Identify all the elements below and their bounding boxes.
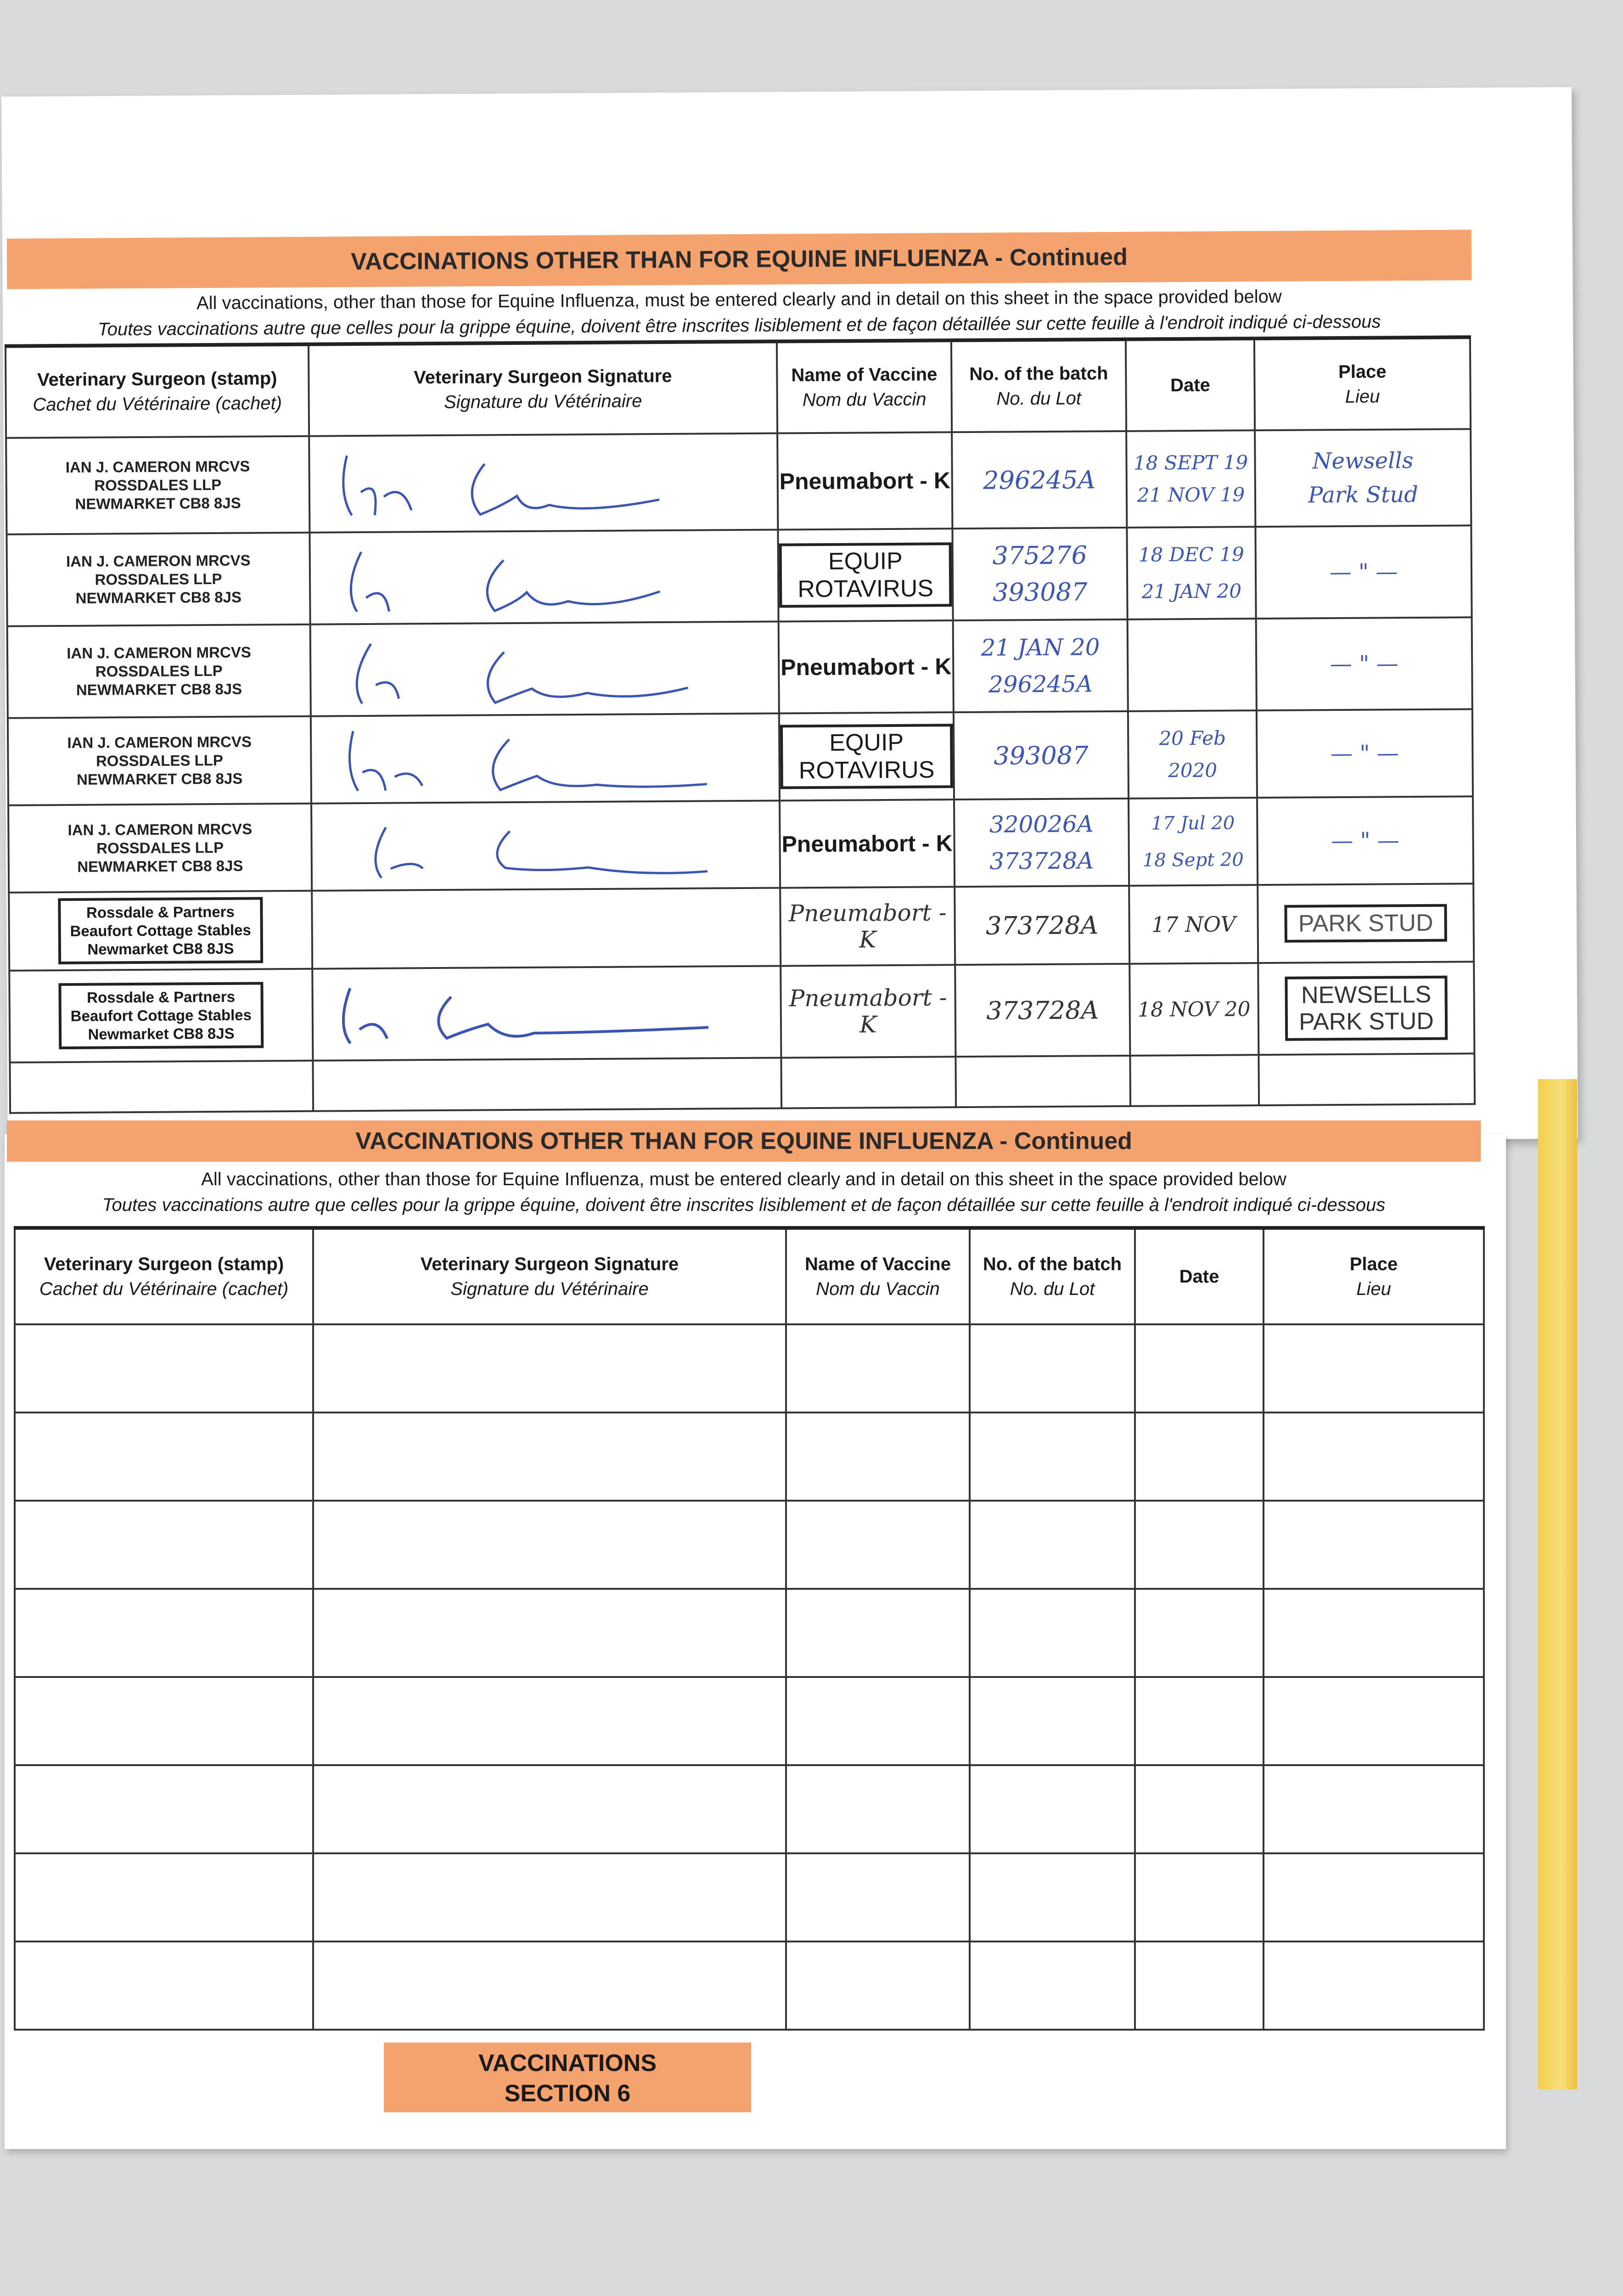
- vaccine-name: Pneumabort - K: [789, 984, 947, 1038]
- col-vet-stamp: Veterinary Surgeon (stamp) Cachet du Vétérinaire (cachet): [6, 344, 309, 438]
- batch-number: 375276 393087: [992, 540, 1088, 607]
- vet-stamp: IAN J. CAMERON MRCVS ROSSDALES LLP NEWMARKET CB8 8JS: [67, 820, 253, 875]
- binder-edge: [1538, 1079, 1577, 2089]
- vet-stamp: IAN J. CAMERON MRCVS ROSSDALES LLP NEWMARKET CB8 8JS: [66, 551, 251, 607]
- vaccine-name: EQUIP ROTAVIRUS: [779, 542, 952, 608]
- vaccine-name: Pneumabort - K: [788, 899, 947, 953]
- vet-stamp: Rossdale & Partners Beaufort Cottage Stables Newmarket CB8 8JS: [58, 982, 264, 1049]
- col-vet-stamp: Veterinary Surgeon (stamp) Cachet du Vétérinaire (cachet): [15, 1228, 313, 1324]
- col-place: Place Lieu: [1264, 1228, 1484, 1324]
- signature-scribble: [312, 715, 776, 800]
- empty-row: [15, 1941, 1484, 2030]
- signature-scribble: [312, 802, 776, 887]
- vaccination-date: 20 Feb 2020: [1159, 726, 1226, 782]
- upper-intro-fr: Toutes vaccinations autre que celles pour la grippe équine, doivent être inscrites lisiblement et de façon détaillée sur cette feuille à l'endroit indiqué ci-dessous: [97, 311, 1381, 340]
- empty-row: [15, 1765, 1484, 1853]
- vet-stamp: IAN J. CAMERON MRCVS ROSSDALES LLP NEWMARKET CB8 8JS: [67, 643, 251, 698]
- table-row: [6, 525, 1471, 626]
- vaccination-place: Newsells Park Stud: [1308, 448, 1419, 508]
- empty-row: [15, 1853, 1484, 1941]
- upper-vaccination-table: [5, 335, 1476, 1114]
- col-vaccine-name: Name of Vaccine Nom du Vaccin: [786, 1228, 970, 1324]
- table-row: [8, 709, 1473, 805]
- table-row: [6, 429, 1471, 534]
- section-tab: [384, 2043, 751, 2112]
- batch-number: 373728A: [985, 910, 1099, 940]
- batch-number: 320026A 373728A: [989, 810, 1094, 875]
- signature-scribble: [311, 623, 775, 713]
- col-batch-number: No. of the batch No. du Lot: [970, 1228, 1135, 1324]
- vaccination-date: 18 DEC 19 21 JAN 20: [1138, 543, 1244, 603]
- table-row: [7, 617, 1472, 718]
- vaccine-name: Pneumabort - K: [779, 467, 951, 495]
- vaccination-place: — " —: [1330, 740, 1399, 767]
- signature-scribble: [313, 967, 777, 1057]
- vet-stamp: IAN J. CAMERON MRCVS ROSSDALES LLP NEWMARKET CB8 8JS: [65, 457, 250, 512]
- table-row: [9, 884, 1474, 970]
- batch-number: 21 JAN 20 296245A: [981, 634, 1100, 698]
- table-row: [8, 796, 1473, 892]
- signature-scribble: [310, 531, 775, 621]
- lower-intro: [7, 1166, 1481, 1218]
- col-vaccine-name: Name of Vaccine Nom du Vaccin: [777, 340, 952, 433]
- vet-stamp: IAN J. CAMERON MRCVS ROSSDALES LLP NEWMARKET CB8 8JS: [67, 733, 252, 788]
- section-tab-line2: SECTION 6: [504, 2080, 631, 2107]
- empty-row: [15, 1501, 1484, 1589]
- col-date: Date: [1135, 1228, 1264, 1324]
- col-vet-signature: Veterinary Surgeon Signature Signature du Vétérinaire: [309, 341, 777, 436]
- col-batch-number: No. of the batch No. du Lot: [951, 339, 1126, 432]
- place-stamp: PARK STUD: [1285, 904, 1447, 943]
- vaccination-place: — " —: [1331, 827, 1400, 854]
- empty-row: [15, 1324, 1484, 1412]
- table-row: [9, 962, 1474, 1062]
- empty-row: [15, 1677, 1484, 1765]
- batch-number: 393087: [994, 740, 1089, 771]
- vet-stamp: Rossdale & Partners Beaufort Cottage Stables Newmarket CB8 8JS: [58, 897, 263, 964]
- vaccination-date: 18 SEPT 19 21 NOV 19: [1133, 451, 1248, 506]
- lower-intro-en: All vaccinations, other than those for Equine Influenza, must be entered clearly and in detail on this sheet in the space provided below: [201, 1169, 1286, 1189]
- empty-row: [15, 1412, 1484, 1501]
- col-vet-signature: Veterinary Surgeon Signature Signature du Vétérinaire: [313, 1228, 786, 1324]
- signature-scribble: [310, 434, 774, 529]
- upper-title-banner: VACCINATIONS OTHER THAN FOR EQUINE INFLUENZA - Continued: [7, 230, 1472, 289]
- lower-header-row: [15, 1228, 1484, 1324]
- upper-header-row: [6, 337, 1471, 438]
- empty-row: [15, 1589, 1484, 1677]
- vaccine-name: EQUIP ROTAVIRUS: [780, 724, 953, 789]
- vaccination-date: 17 NOV: [1151, 912, 1236, 937]
- lower-intro-fr: Toutes vaccinations autre que celles pour la grippe équine, doivent être inscrites lisiblement et de façon détaillée sur cette feuille à l'endroit indiqué ci-dessous: [102, 1195, 1386, 1215]
- vaccination-date: 17 Jul 20 18 Sept 20: [1142, 812, 1244, 871]
- vaccine-name: Pneumabort - K: [781, 830, 953, 857]
- batch-number: 373728A: [986, 995, 1099, 1025]
- col-place: Place Lieu: [1254, 337, 1471, 430]
- vaccination-date: 18 NOV 20: [1137, 997, 1251, 1022]
- vaccination-place: — " —: [1330, 651, 1398, 677]
- col-date: Date: [1126, 338, 1255, 431]
- lower-vaccination-table: [14, 1226, 1485, 2031]
- section-tab-line1: VACCINATIONS: [478, 2050, 657, 2077]
- upper-intro: [7, 282, 1472, 343]
- batch-number: 296245A: [983, 465, 1096, 495]
- lower-title-banner: VACCINATIONS OTHER THAN FOR EQUINE INFLUENZA - Continued: [7, 1120, 1481, 1162]
- place-stamp: NEWSELLS PARK STUD: [1285, 976, 1448, 1041]
- table-row: [10, 1053, 1475, 1113]
- upper-intro-en: All vaccinations, other than those for Equine Influenza, must be entered clearly and in detail on this sheet in the space provided below: [196, 286, 1282, 314]
- vaccine-name: Pneumabort - K: [780, 653, 952, 681]
- vaccination-place: — " —: [1329, 559, 1398, 585]
